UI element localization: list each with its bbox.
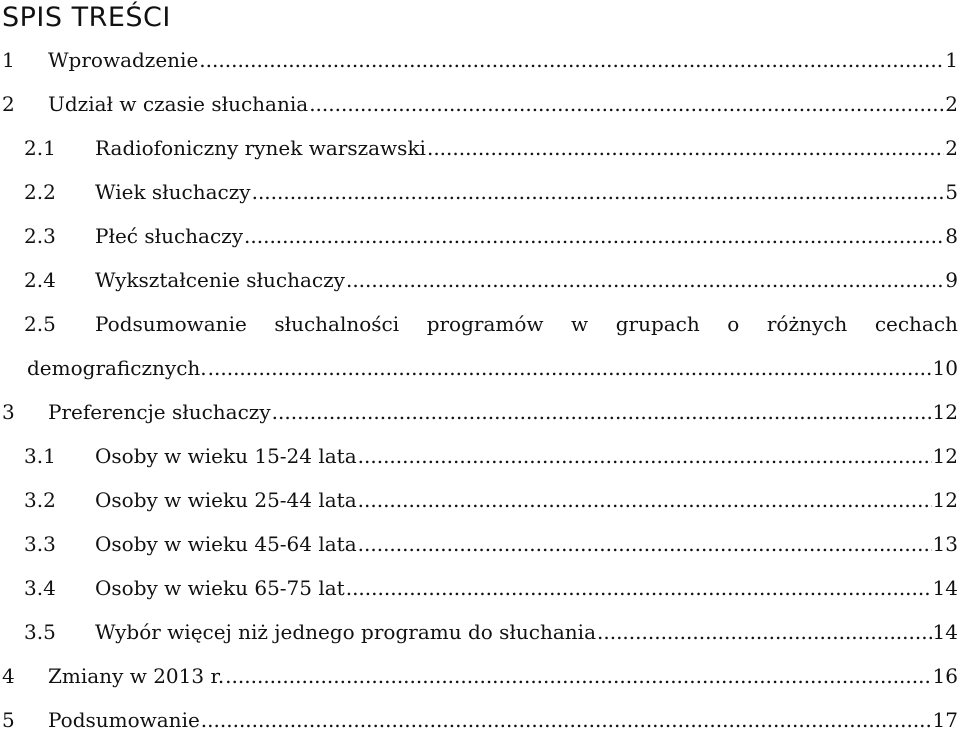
entry-number: 4 bbox=[2, 664, 15, 688]
dot-leader bbox=[201, 708, 932, 732]
entry-title: Udział w czasie słuchania bbox=[48, 92, 309, 116]
dot-leader bbox=[252, 180, 945, 204]
entry-title-word: w bbox=[571, 312, 589, 336]
entry-number: 2.4 bbox=[24, 268, 56, 292]
entry-page-number: 9 bbox=[945, 268, 958, 292]
entry-page-number: 5 bbox=[945, 180, 958, 204]
entry-page-number: 8 bbox=[945, 224, 958, 248]
toc-entry-1[interactable] bbox=[0, 38, 960, 82]
entry-page-number: 17 bbox=[932, 708, 958, 732]
entry-title: Preferencje słuchaczy bbox=[48, 400, 271, 424]
entry-number: 3.5 bbox=[24, 620, 56, 644]
entry-page-number: 10 bbox=[932, 356, 958, 380]
entry-title: Radiofoniczny rynek warszawski bbox=[95, 136, 426, 160]
entry-page-number: 2 bbox=[945, 92, 958, 116]
entry-number: 2.5 bbox=[24, 312, 56, 336]
toc-entry-2-4[interactable] bbox=[0, 258, 960, 302]
toc-entry-3-4[interactable] bbox=[0, 566, 960, 610]
dot-leader bbox=[358, 532, 932, 556]
dot-leader bbox=[597, 620, 932, 644]
dot-leader bbox=[358, 488, 932, 512]
toc-entry-4[interactable] bbox=[0, 654, 960, 698]
entry-page-number: 2 bbox=[945, 136, 958, 160]
toc-entry-3-1[interactable] bbox=[0, 434, 960, 478]
toc-entry-2-2[interactable] bbox=[0, 170, 960, 214]
dot-leader bbox=[309, 92, 944, 116]
entry-number: 2.1 bbox=[24, 136, 56, 160]
entry-number: 3.3 bbox=[24, 532, 56, 556]
toc-entry-2-3[interactable] bbox=[0, 214, 960, 258]
toc-entry-2-1[interactable] bbox=[0, 126, 960, 170]
entry-page-number: 1 bbox=[945, 48, 958, 72]
dot-leader bbox=[272, 400, 932, 424]
entry-page-number: 16 bbox=[932, 664, 958, 688]
entry-number: 2.2 bbox=[24, 180, 56, 204]
dot-leader bbox=[244, 224, 944, 248]
entry-title: Zmiany w 2013 r. bbox=[48, 664, 225, 688]
entry-number: 2 bbox=[2, 92, 15, 116]
toc-title: SPIS TREŚCI bbox=[2, 2, 171, 33]
entry-number: 3.1 bbox=[24, 444, 56, 468]
entry-title-word: różnych bbox=[766, 312, 848, 336]
toc-entry-5[interactable] bbox=[0, 698, 960, 742]
entry-number: 3 bbox=[2, 400, 15, 424]
entry-title-word: programów bbox=[426, 312, 544, 336]
entry-title-word: Podsumowanie bbox=[95, 312, 247, 336]
entry-title-word: cechach bbox=[874, 312, 958, 336]
entry-title: Osoby w wieku 65-75 lat bbox=[95, 576, 345, 600]
toc-list bbox=[0, 38, 960, 742]
entry-title: Podsumowanie bbox=[48, 708, 200, 732]
entry-title: Wprowadzenie bbox=[48, 48, 199, 72]
entry-number: 3.4 bbox=[24, 576, 56, 600]
entry-page-number: 14 bbox=[932, 576, 958, 600]
toc-entry-3-5[interactable] bbox=[0, 610, 960, 654]
entry-title-word: o bbox=[727, 312, 740, 336]
entry-title: Osoby w wieku 45-64 lata bbox=[95, 532, 357, 556]
toc-entry-2-5[interactable] bbox=[0, 302, 960, 390]
entry-page-number: 12 bbox=[932, 444, 958, 468]
entry-title-continuation: demograficznych. bbox=[27, 356, 207, 380]
entry-number: 2.3 bbox=[24, 224, 56, 248]
entry-title: Wiek słuchaczy bbox=[95, 180, 251, 204]
dot-leader bbox=[225, 664, 931, 688]
dot-leader bbox=[208, 356, 932, 380]
entry-page-number: 12 bbox=[932, 488, 958, 512]
dot-leader bbox=[199, 48, 944, 72]
dot-leader bbox=[346, 268, 944, 292]
entry-title: Osoby w wieku 25-44 lata bbox=[95, 488, 357, 512]
entry-title: Wykształcenie słuchaczy bbox=[95, 268, 345, 292]
toc-entry-3-3[interactable] bbox=[0, 522, 960, 566]
entry-title-word: słuchalności bbox=[274, 312, 400, 336]
toc-entry-3[interactable] bbox=[0, 390, 960, 434]
entry-number: 3.2 bbox=[24, 488, 56, 512]
entry-title: Płeć słuchaczy bbox=[95, 224, 244, 248]
dot-leader bbox=[427, 136, 944, 160]
entry-title: Wybór więcej niż jednego programu do słuchania bbox=[95, 620, 596, 644]
toc-entry-3-2[interactable] bbox=[0, 478, 960, 522]
entry-page-number: 14 bbox=[932, 620, 958, 644]
dot-leader bbox=[346, 576, 932, 600]
entry-title-word: grupach bbox=[615, 312, 700, 336]
entry-number: 5 bbox=[2, 708, 15, 732]
entry-page-number: 12 bbox=[932, 400, 958, 424]
toc-entry-2[interactable] bbox=[0, 82, 960, 126]
dot-leader bbox=[358, 444, 932, 468]
entry-title: Osoby w wieku 15-24 lata bbox=[95, 444, 357, 468]
entry-page-number: 13 bbox=[932, 532, 958, 556]
entry-title bbox=[95, 312, 958, 336]
entry-number: 1 bbox=[2, 48, 15, 72]
